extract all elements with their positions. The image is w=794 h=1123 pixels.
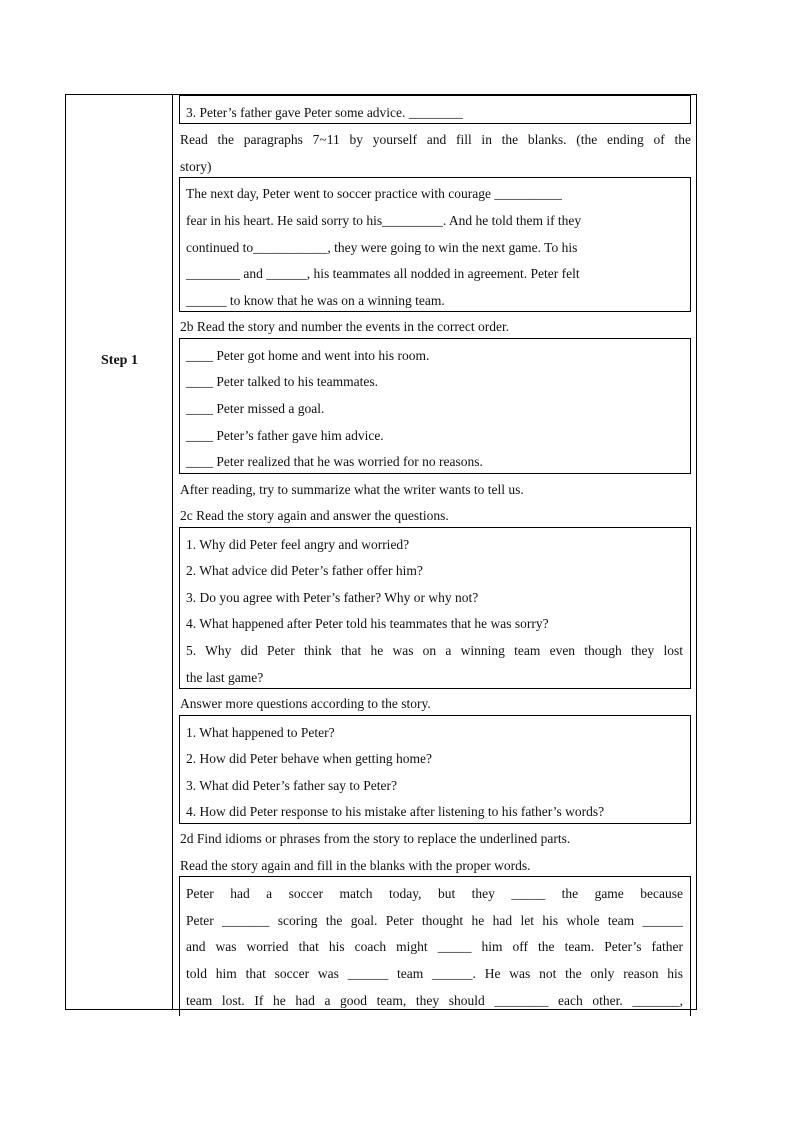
question-item: the last game?	[186, 670, 264, 685]
passage-line: Peter had a soccer match today, but they _____ the game because	[186, 886, 683, 901]
event-item: ____ Peter’s father gave him advice.	[186, 428, 384, 443]
instruction-2d: 2d Find idioms or phrases from the story to replace the underlined parts.	[180, 831, 571, 846]
passage-line: told him that soccer was ______ team ______. He was not the only reason his	[186, 966, 683, 981]
ending-box	[179, 177, 691, 312]
ending-line: continued to___________, they were going to win the next game. To his	[186, 240, 578, 255]
questions-more-box	[179, 715, 691, 824]
event-item: ____ Peter realized that he was worried for no reasons.	[186, 454, 483, 469]
question-item: 4. How did Peter response to his mistake after listening to his father’s words?	[186, 804, 605, 819]
events-box	[179, 338, 691, 474]
question-item: 4. What happened after Peter told his teammates that he was sorry?	[186, 616, 549, 631]
instruction-more-questions: Answer more questions according to the story.	[180, 696, 431, 711]
question-item: 3. Do you agree with Peter’s father? Why or why not?	[186, 590, 479, 605]
ending-line: ______ to know that he was on a winning team.	[186, 293, 445, 308]
passage-line: team lost. If he had a good team, they should ________ each other. _______,	[186, 993, 683, 1008]
instruction-2b: 2b Read the story and number the events in the correct order.	[180, 319, 510, 334]
question-item: 3. What did Peter’s father say to Peter?	[186, 778, 397, 793]
event-item: ____ Peter talked to his teammates.	[186, 374, 378, 389]
content-column	[173, 95, 696, 1009]
instruction-ending-line2: story)	[180, 159, 212, 174]
instruction-2c: 2c Read the story again and answer the questions.	[180, 508, 449, 523]
step-table	[65, 94, 697, 1010]
question-item: 2. What advice did Peter’s father offer him?	[186, 563, 423, 578]
step-label: Step 1	[101, 353, 138, 368]
question-item: 2. How did Peter behave when getting home?	[186, 751, 432, 766]
advice-line: 3. Peter’s father gave Peter some advice. ________	[186, 105, 463, 120]
passage-line: and was worried that his coach might _____ him off the team. Peter’s father	[186, 939, 683, 954]
question-item: 1. Why did Peter feel angry and worried?	[186, 537, 410, 552]
event-item: ____ Peter missed a goal.	[186, 401, 325, 416]
passage-box	[179, 876, 691, 1016]
advice-box	[179, 95, 691, 124]
questions-2c-box	[179, 527, 691, 689]
instruction-fill: Read the story again and fill in the blanks with the proper words.	[180, 858, 531, 873]
question-item: 1. What happened to Peter?	[186, 725, 335, 740]
ending-line: The next day, Peter went to soccer practice with courage __________	[186, 186, 562, 201]
event-item: ____ Peter got home and went into his room.	[186, 348, 430, 363]
passage-line: Peter _______ scoring the goal. Peter thought he had let his whole team ______	[186, 913, 683, 928]
step-column	[66, 95, 173, 1009]
instruction-ending-line1: Read the paragraphs 7~11 by yourself and fill in the blanks. (the ending of the	[180, 132, 691, 147]
question-item: 5. Why did Peter think that he was on a winning team even though they lost	[186, 643, 683, 658]
ending-line: fear in his heart. He said sorry to his_________. And he told them if they	[186, 213, 582, 228]
ending-line: ________ and ______, his teammates all nodded in agreement. Peter felt	[186, 266, 580, 281]
instruction-summary: After reading, try to summarize what the writer wants to tell us.	[180, 482, 524, 497]
